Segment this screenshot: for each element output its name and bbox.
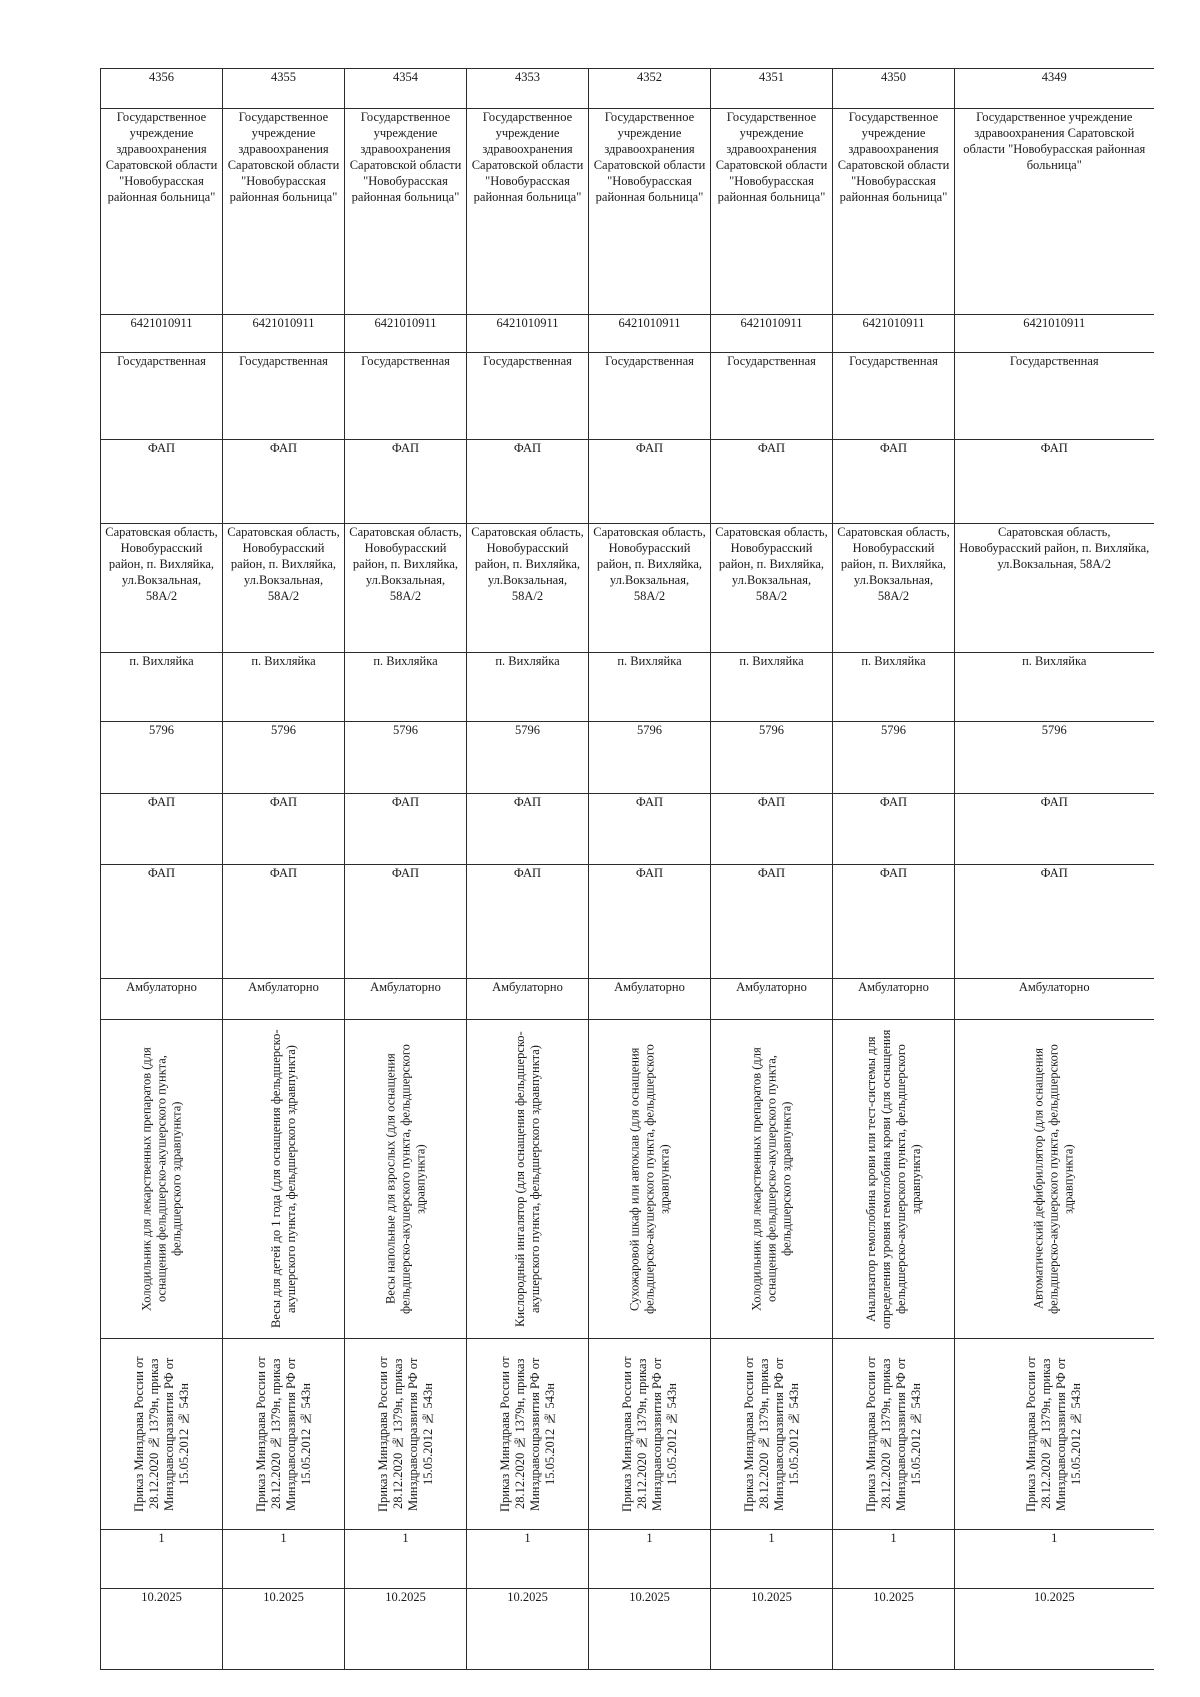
quantity-cell: 1 (345, 1530, 467, 1589)
regulation-cell-wrap (959, 1339, 1150, 1529)
organization-cell: Государственное учреждение здравоохранения Саратовской области "Новобурасская районная больница" (833, 109, 955, 315)
row-inn (101, 315, 1154, 353)
record-id-cell: 4355 (223, 69, 345, 109)
regulation-cell-wrap (837, 1339, 950, 1529)
equipment-cell-text: Кислородный ингалятор (для оснащения фельдшерско-акушерского пункта, фельдшерского здравпункта) (512, 1031, 542, 1327)
subdivision-name-cell: ФАП (711, 865, 833, 979)
organization-cell: Государственное учреждение здравоохранения Саратовской области "Новобурасская районная больница" (345, 109, 467, 315)
care-conditions-cell: Амбулаторно (223, 979, 345, 1020)
inn-cell: 6421010911 (589, 315, 711, 353)
regulation-cell (101, 1339, 223, 1530)
subdivision-name-cell: ФАП (345, 865, 467, 979)
equipment-cell-text: Весы напольные для взрослых (для оснащения фельдшерско-акушерского пункта, фельдшерского здравпункта) (383, 1044, 427, 1314)
date-cell: 10.2025 (955, 1589, 1154, 1670)
facility-type-cell: ФАП (345, 440, 467, 524)
subdivision-type-cell: ФАП (589, 794, 711, 865)
regulation-cell-text: Приказ Минздрава России от 28.12.2020 № 1379н, приказ Минздравсоцразвития РФ от 15.05.2012 № 543н (253, 1356, 313, 1512)
population-cell: 5796 (711, 722, 833, 794)
date-cell: 10.2025 (467, 1589, 589, 1670)
population-cell: 5796 (589, 722, 711, 794)
equipment-cell-wrap (715, 1020, 828, 1338)
care-conditions-cell: Амбулаторно (467, 979, 589, 1020)
organization-cell: Государственное учреждение здравоохранения Саратовской области "Новобурасская районная больница" (223, 109, 345, 315)
care-conditions-cell: Амбулаторно (101, 979, 223, 1020)
equipment-table (100, 68, 1154, 1670)
subdivision-name-cell: ФАП (223, 865, 345, 979)
inn-cell: 6421010911 (833, 315, 955, 353)
care-conditions-cell: Амбулаторно (589, 979, 711, 1020)
date-cell: 10.2025 (223, 1589, 345, 1670)
population-cell: 5796 (345, 722, 467, 794)
equipment-cell-wrap (959, 1020, 1150, 1338)
quantity-cell: 1 (589, 1530, 711, 1589)
subdivision-type-cell: ФАП (223, 794, 345, 865)
subdivision-name-cell: ФАП (589, 865, 711, 979)
date-cell: 10.2025 (345, 1589, 467, 1670)
subdivision-type-cell: ФАП (345, 794, 467, 865)
locality-cell: п. Вихляйка (345, 653, 467, 722)
ownership-cell: Государственная (101, 353, 223, 440)
organization-cell: Государственное учреждение здравоохранения Саратовской области "Новобурасская районная больница" (101, 109, 223, 315)
record-id-cell: 4356 (101, 69, 223, 109)
care-conditions-cell: Амбулаторно (345, 979, 467, 1020)
locality-cell: п. Вихляйка (711, 653, 833, 722)
quantity-cell: 1 (955, 1530, 1154, 1589)
address-cell: Саратовская область, Новобурасский район, п. Вихляйка, ул.Вокзальная, 58А/2 (711, 524, 833, 653)
record-id-cell: 4352 (589, 69, 711, 109)
equipment-cell-text: Анализатор гемоглобина крови или тест-системы для определения уровня гемоглобина крови (для оснащения фельдшерско-акушерского пункта, фельдшерского здравпункта) (863, 1029, 923, 1329)
row-subdivision-name (101, 865, 1154, 979)
record-id-cell: 4350 (833, 69, 955, 109)
regulation-cell-wrap (227, 1339, 340, 1529)
locality-cell: п. Вихляйка (101, 653, 223, 722)
population-cell: 5796 (101, 722, 223, 794)
equipment-cell-wrap (227, 1020, 340, 1338)
subdivision-name-cell: ФАП (833, 865, 955, 979)
ownership-cell: Государственная (589, 353, 711, 440)
regulation-cell-wrap (471, 1339, 584, 1529)
regulation-cell-text: Приказ Минздрава России от 28.12.2020 № 1379н, приказ Минздравсоцразвития РФ от 15.05.2012 № 543н (497, 1356, 557, 1512)
inn-cell: 6421010911 (223, 315, 345, 353)
facility-type-cell: ФАП (833, 440, 955, 524)
ownership-cell: Государственная (833, 353, 955, 440)
address-cell: Саратовская область, Новобурасский район, п. Вихляйка, ул.Вокзальная, 58А/2 (833, 524, 955, 653)
regulation-cell-text: Приказ Минздрава России от 28.12.2020 № 1379н, приказ Минздравсоцразвития РФ от 15.05.2012 № 543н (741, 1356, 801, 1512)
equipment-cell (589, 1020, 711, 1339)
date-cell: 10.2025 (589, 1589, 711, 1670)
regulation-cell-wrap (593, 1339, 706, 1529)
address-cell: Саратовская область, Новобурасский район, п. Вихляйка, ул.Вокзальная, 58А/2 (589, 524, 711, 653)
care-conditions-cell: Амбулаторно (833, 979, 955, 1020)
inn-cell: 6421010911 (711, 315, 833, 353)
regulation-cell (955, 1339, 1154, 1530)
address-cell: Саратовская область, Новобурасский район, п. Вихляйка, ул.Вокзальная, 58А/2 (955, 524, 1154, 653)
subdivision-type-cell: ФАП (101, 794, 223, 865)
ownership-cell: Государственная (955, 353, 1154, 440)
equipment-cell (711, 1020, 833, 1339)
organization-cell: Государственное учреждение здравоохранения Саратовской области "Новобурасская районная больница" (589, 109, 711, 315)
date-cell: 10.2025 (833, 1589, 955, 1670)
equipment-cell-wrap (471, 1020, 584, 1338)
care-conditions-cell: Амбулаторно (955, 979, 1154, 1020)
regulation-cell (467, 1339, 589, 1530)
equipment-cell-text: Холодильник для лекарственных препаратов (для оснащения фельдшерско-акушерского пункта, фельдшерского здравпункта) (749, 1047, 793, 1311)
row-date (101, 1589, 1154, 1670)
address-cell: Саратовская область, Новобурасский район, п. Вихляйка, ул.Вокзальная, 58А/2 (223, 524, 345, 653)
row-population (101, 722, 1154, 794)
equipment-cell (223, 1020, 345, 1339)
equipment-cell-wrap (837, 1020, 950, 1338)
locality-cell: п. Вихляйка (223, 653, 345, 722)
row-regulation (101, 1339, 1154, 1530)
row-organization (101, 109, 1154, 315)
row-address (101, 524, 1154, 653)
care-conditions-cell: Амбулаторно (711, 979, 833, 1020)
regulation-cell-text: Приказ Минздрава России от 28.12.2020 № 1379н, приказ Минздравсоцразвития РФ от 15.05.2012 № 543н (1024, 1356, 1084, 1512)
record-id-cell: 4354 (345, 69, 467, 109)
regulation-cell (589, 1339, 711, 1530)
quantity-cell: 1 (833, 1530, 955, 1589)
subdivision-type-cell: ФАП (467, 794, 589, 865)
row-subdivision-type (101, 794, 1154, 865)
equipment-cell (467, 1020, 589, 1339)
equipment-cell (345, 1020, 467, 1339)
row-record-id (101, 69, 1154, 109)
equipment-cell-wrap (349, 1020, 462, 1338)
subdivision-type-cell: ФАП (711, 794, 833, 865)
equipment-cell (833, 1020, 955, 1339)
population-cell: 5796 (955, 722, 1154, 794)
row-facility-type (101, 440, 1154, 524)
equipment-cell-wrap (593, 1020, 706, 1338)
regulation-cell-text: Приказ Минздрава России от 28.12.2020 № 1379н, приказ Минздравсоцразвития РФ от 15.05.2012 № 543н (375, 1356, 435, 1512)
row-care-conditions (101, 979, 1154, 1020)
locality-cell: п. Вихляйка (467, 653, 589, 722)
locality-cell: п. Вихляйка (589, 653, 711, 722)
subdivision-name-cell: ФАП (101, 865, 223, 979)
quantity-cell: 1 (223, 1530, 345, 1589)
organization-cell: Государственное учреждение здравоохранения Саратовской области "Новобурасская районная больница" (711, 109, 833, 315)
regulation-cell (833, 1339, 955, 1530)
address-cell: Саратовская область, Новобурасский район, п. Вихляйка, ул.Вокзальная, 58А/2 (345, 524, 467, 653)
quantity-cell: 1 (467, 1530, 589, 1589)
ownership-cell: Государственная (467, 353, 589, 440)
organization-cell: Государственное учреждение здравоохранения Саратовской области "Новобурасская районная больница" (955, 109, 1154, 315)
facility-type-cell: ФАП (101, 440, 223, 524)
population-cell: 5796 (223, 722, 345, 794)
facility-type-cell: ФАП (467, 440, 589, 524)
address-cell: Саратовская область, Новобурасский район, п. Вихляйка, ул.Вокзальная, 58А/2 (467, 524, 589, 653)
regulation-cell-wrap (105, 1339, 218, 1529)
regulation-cell (711, 1339, 833, 1530)
regulation-cell-wrap (715, 1339, 828, 1529)
subdivision-name-cell: ФАП (955, 865, 1154, 979)
subdivision-type-cell: ФАП (833, 794, 955, 865)
equipment-cell-text: Автоматический дефибриллятор (для оснащения фельдшерско-акушерского пункта, фельдшерского здравпункта) (1031, 1044, 1076, 1314)
equipment-cell-text: Сухожаровой шкаф или автоклав (для оснащения фельдшерско-акушерского пункта, фельдшерского здравпункта) (627, 1044, 671, 1314)
row-ownership (101, 353, 1154, 440)
equipment-cell-text: Весы для детей до 1 года (для оснащения фельдшерско-акушерского пункта, фельдшерского здравпункта) (268, 1029, 298, 1329)
facility-type-cell: ФАП (589, 440, 711, 524)
record-id-cell: 4351 (711, 69, 833, 109)
quantity-cell: 1 (711, 1530, 833, 1589)
locality-cell: п. Вихляйка (833, 653, 955, 722)
locality-cell: п. Вихляйка (955, 653, 1154, 722)
regulation-cell-wrap (349, 1339, 462, 1529)
equipment-cell-text: Холодильник для лекарственных препаратов (для оснащения фельдшерско-акушерского пункта, фельдшерского здравпункта) (139, 1047, 183, 1311)
row-equipment (101, 1020, 1154, 1339)
population-cell: 5796 (467, 722, 589, 794)
facility-type-cell: ФАП (223, 440, 345, 524)
inn-cell: 6421010911 (345, 315, 467, 353)
row-locality (101, 653, 1154, 722)
organization-cell: Государственное учреждение здравоохранения Саратовской области "Новобурасская районная больница" (467, 109, 589, 315)
ownership-cell: Государственная (223, 353, 345, 440)
population-cell: 5796 (833, 722, 955, 794)
equipment-cell (955, 1020, 1154, 1339)
facility-type-cell: ФАП (955, 440, 1154, 524)
equipment-cell (101, 1020, 223, 1339)
date-cell: 10.2025 (101, 1589, 223, 1670)
regulation-cell-text: Приказ Минздрава России от 28.12.2020 № 1379н, приказ Минздравсоцразвития РФ от 15.05.2012 № 543н (131, 1356, 191, 1512)
record-id-cell: 4353 (467, 69, 589, 109)
ownership-cell: Государственная (345, 353, 467, 440)
regulation-cell (223, 1339, 345, 1530)
quantity-cell: 1 (101, 1530, 223, 1589)
equipment-cell-wrap (105, 1020, 218, 1338)
subdivision-type-cell: ФАП (955, 794, 1154, 865)
regulation-cell (345, 1339, 467, 1530)
inn-cell: 6421010911 (101, 315, 223, 353)
regulation-cell-text: Приказ Минздрава России от 28.12.2020 № 1379н, приказ Минздравсоцразвития РФ от 15.05.2012 № 543н (863, 1356, 923, 1512)
regulation-cell-text: Приказ Минздрава России от 28.12.2020 № 1379н, приказ Минздравсоцразвития РФ от 15.05.2012 № 543н (619, 1356, 679, 1512)
inn-cell: 6421010911 (955, 315, 1154, 353)
address-cell: Саратовская область, Новобурасский район, п. Вихляйка, ул.Вокзальная, 58А/2 (101, 524, 223, 653)
ownership-cell: Государственная (711, 353, 833, 440)
date-cell: 10.2025 (711, 1589, 833, 1670)
subdivision-name-cell: ФАП (467, 865, 589, 979)
inn-cell: 6421010911 (467, 315, 589, 353)
facility-type-cell: ФАП (711, 440, 833, 524)
record-id-cell: 4349 (955, 69, 1154, 109)
row-quantity (101, 1530, 1154, 1589)
